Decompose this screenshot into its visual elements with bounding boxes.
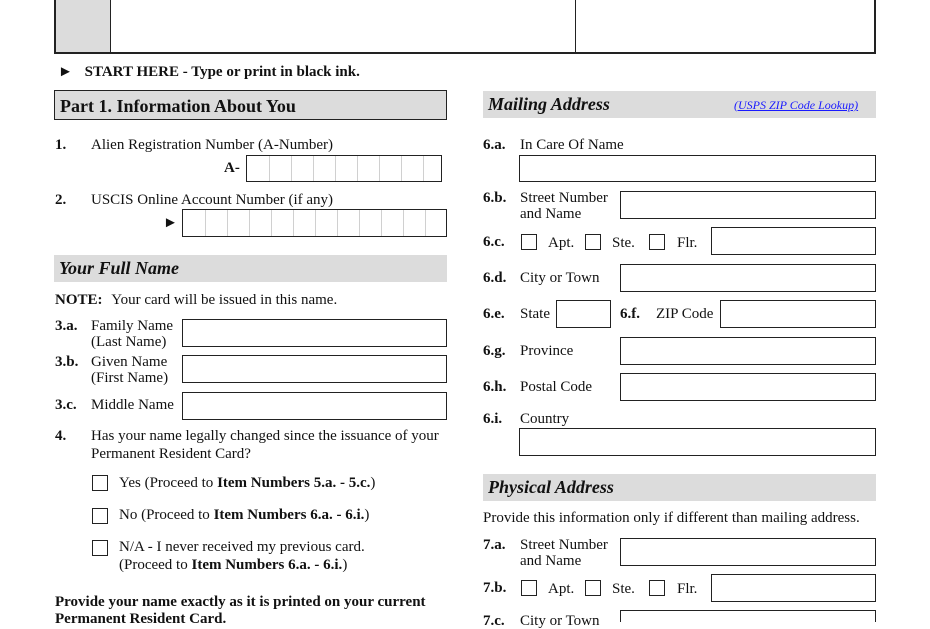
physical-title: Physical Address — [488, 477, 614, 497]
q4-no-checkbox[interactable] — [92, 508, 108, 524]
a-number-prefix: A- — [224, 160, 240, 176]
note — [55, 292, 337, 308]
given-name-label: Given Name — [91, 354, 168, 370]
physical-unit-input[interactable] — [711, 574, 876, 602]
ste-checkbox[interactable] — [585, 234, 601, 250]
country-number: 6.i. — [483, 411, 503, 427]
province-input[interactable] — [620, 337, 876, 365]
given-name-sublabel: (First Name) — [91, 370, 169, 386]
family-name-label: Family Name — [91, 318, 174, 334]
q4-question-line1: Has your name legally changed since the issuance of your — [91, 428, 439, 444]
state-select[interactable] — [556, 300, 611, 328]
mailing-title: Mailing Address — [488, 94, 610, 114]
q4-question-line2: Permanent Resident Card? — [91, 446, 251, 462]
middle-name-label: Middle Name — [91, 397, 174, 413]
family-name-input[interactable] — [182, 319, 447, 347]
physical-street-sublabel: and Name — [520, 553, 582, 569]
postal-label: Postal Code — [520, 379, 593, 395]
in-care-label: In Care Of Name — [520, 137, 624, 153]
part1-title: Part 1. Information About You — [60, 96, 296, 116]
physical-unit-number: 7.b. — [483, 580, 507, 596]
top-table-divider — [575, 0, 576, 52]
zip-label: ZIP Code — [656, 306, 714, 322]
physical-note: Provide this information only if different than mailing address. — [483, 510, 860, 526]
unit-input[interactable] — [711, 227, 876, 255]
apt-checkbox[interactable] — [521, 234, 537, 250]
physical-street-number: 7.a. — [483, 537, 506, 553]
full-name-title: Your Full Name — [59, 258, 180, 278]
physical-flr-label: Flr. — [677, 581, 698, 597]
unit-number: 6.c. — [483, 234, 505, 250]
flr-checkbox[interactable] — [649, 234, 665, 250]
q2-arrow-icon: ► — [163, 215, 178, 231]
physical-ste-label: Ste. — [612, 581, 635, 597]
province-number: 6.g. — [483, 343, 506, 359]
postal-number: 6.h. — [483, 379, 507, 395]
postal-input[interactable] — [620, 373, 876, 401]
physical-ste-checkbox[interactable] — [585, 580, 601, 596]
note-label: NOTE: — [55, 292, 103, 308]
physical-city-label: City or Town — [520, 613, 600, 629]
city-input[interactable] — [620, 264, 876, 292]
provide-name-line1: Provide your name exactly as it is printed on your current — [55, 594, 426, 610]
q4-na-label-line2: (Proceed to Item Numbers 6.a. - 6.i.) — [119, 557, 348, 573]
q4-yes-checkbox[interactable] — [92, 475, 108, 491]
physical-street-label: Street Number — [520, 537, 608, 553]
physical-street-input[interactable] — [620, 538, 876, 566]
country-label: Country — [520, 411, 570, 427]
top-table — [54, 0, 876, 54]
middle-name-number: 3.c. — [55, 397, 77, 413]
family-name-number: 3.a. — [55, 318, 78, 334]
physical-city-number: 7.c. — [483, 613, 505, 629]
given-name-number: 3.b. — [55, 354, 79, 370]
q4-na-label: N/A - I never received my previous card. — [119, 539, 365, 555]
in-care-input[interactable] — [519, 155, 876, 182]
zip-input[interactable] — [720, 300, 876, 328]
street-sublabel: and Name — [520, 206, 582, 222]
part1-header — [54, 90, 447, 120]
zip-number: 6.f. — [620, 306, 640, 322]
q1-label: Alien Registration Number (A-Number) — [91, 137, 334, 153]
q2-number: 2. — [55, 192, 67, 208]
state-label: State — [520, 306, 550, 322]
given-name-input[interactable] — [182, 355, 447, 383]
ste-label: Ste. — [612, 235, 635, 251]
family-name-sublabel: (Last Name) — [91, 334, 167, 350]
provide-name-line2: Permanent Resident Card. — [55, 611, 227, 627]
street-number: 6.b. — [483, 190, 507, 206]
usps-zip-lookup-link[interactable]: (USPS ZIP Code Lookup) — [734, 98, 859, 112]
apt-label: Apt. — [548, 235, 575, 251]
state-number: 6.e. — [483, 306, 505, 322]
note-text: Your card will be issued in this name. — [111, 292, 338, 308]
top-table-shaded-cell — [56, 0, 111, 52]
in-care-number: 6.a. — [483, 137, 506, 153]
q4-no-label: No (Proceed to Item Numbers 6.a. - 6.i.) — [119, 507, 370, 523]
province-label: Province — [520, 343, 574, 359]
q1-number: 1. — [55, 137, 67, 153]
physical-city-input[interactable] — [620, 610, 876, 622]
country-input[interactable] — [519, 428, 876, 456]
physical-flr-checkbox[interactable] — [649, 580, 665, 596]
q4-number: 4. — [55, 428, 67, 444]
q4-yes-label: Yes (Proceed to Item Numbers 5.a. - 5.c.) — [119, 475, 376, 491]
physical-apt-checkbox[interactable] — [521, 580, 537, 596]
start-here — [58, 64, 360, 80]
street-label: Street Number — [520, 190, 608, 206]
middle-name-input[interactable] — [182, 392, 447, 420]
a-number-input[interactable] — [246, 155, 442, 182]
uscis-account-input[interactable] — [182, 209, 447, 237]
street-input[interactable] — [620, 191, 876, 219]
start-here-text: START HERE - Type or print in black ink. — [84, 64, 360, 80]
physical-apt-label: Apt. — [548, 581, 575, 597]
q2-label: USCIS Online Account Number (if any) — [91, 192, 334, 208]
city-label: City or Town — [520, 270, 600, 286]
city-number: 6.d. — [483, 270, 507, 286]
q4-na-checkbox[interactable] — [92, 540, 108, 556]
flr-label: Flr. — [677, 235, 698, 251]
start-arrow-icon: ► — [58, 64, 73, 80]
